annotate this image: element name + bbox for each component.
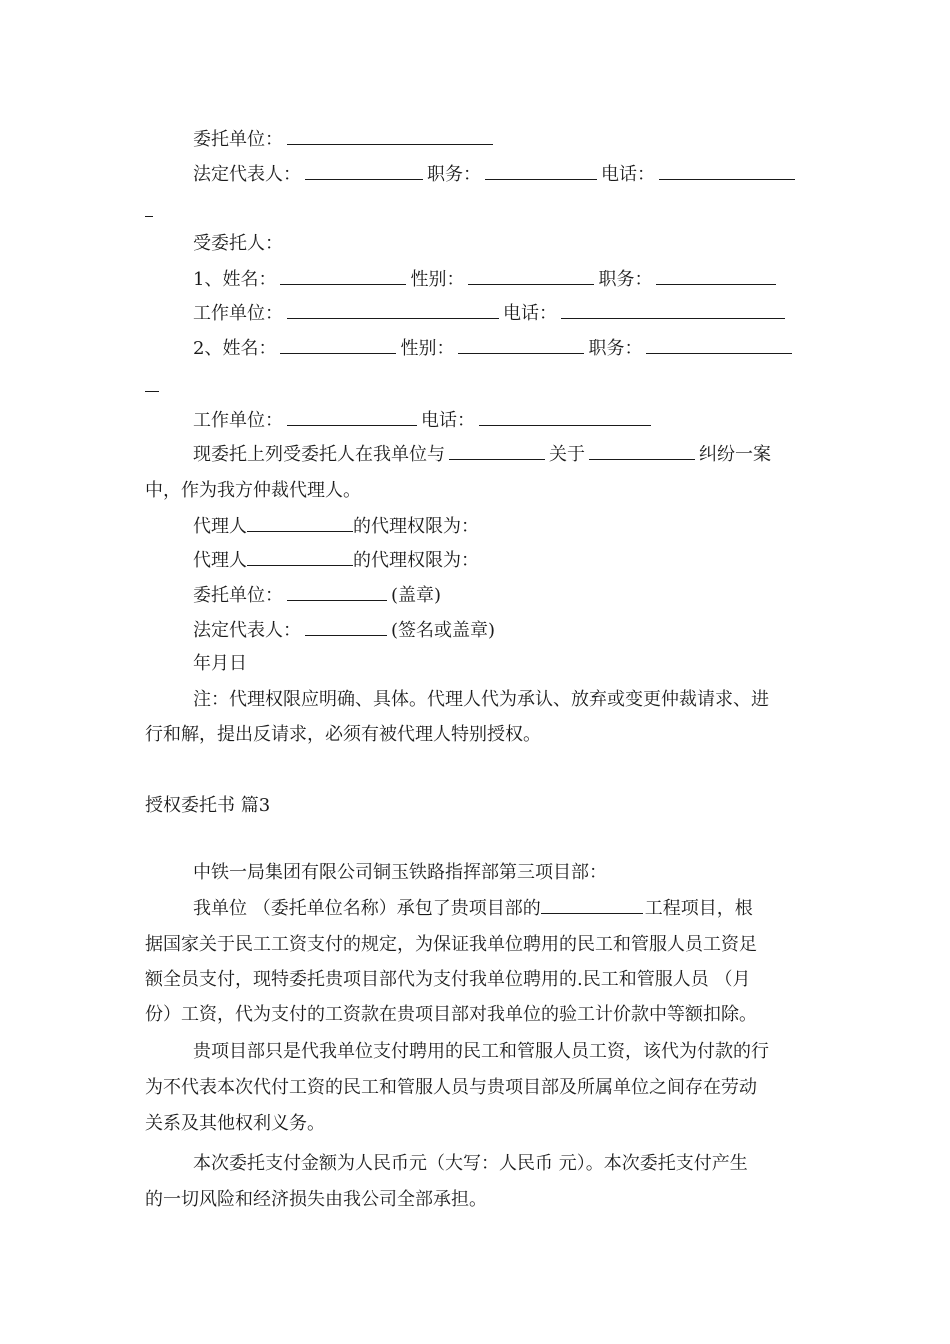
wrap-dash <box>145 391 159 392</box>
trustee-line <box>193 233 283 255</box>
dispute-subject-blank <box>589 443 695 460</box>
position-blank <box>485 163 597 180</box>
agent1-blank <box>247 515 353 532</box>
position1-blank <box>656 268 776 285</box>
delegation-text-c: 纠纷一案 <box>699 444 771 465</box>
phone-label: 电话： <box>601 164 655 185</box>
letter-p1-line-4 <box>145 1004 757 1026</box>
work-unit1-blank <box>287 302 499 319</box>
date-line <box>193 653 247 675</box>
addressee-text: 中铁一局集团有限公司铜玉铁路指挥部第三项目部： <box>193 862 607 883</box>
delegation-text-a: 现委托上列受委托人在我单位与 <box>193 444 445 465</box>
trustee1-work-line <box>193 302 789 325</box>
p1-text-b: 工程项目，根 <box>644 898 753 919</box>
letter-addressee <box>193 862 607 884</box>
trustee1-line <box>193 268 780 291</box>
agent-scope-line-1 <box>193 515 479 538</box>
agent-scope-line-2 <box>193 549 479 572</box>
p2-text-line1: 贵项目部只是代我单位支付聘用的民工和管服人员工资，该代为付款的行 <box>193 1041 769 1062</box>
wrap-dash <box>145 216 153 217</box>
section-heading <box>145 795 270 817</box>
seal-unit-blank <box>287 584 387 601</box>
work-unit1-label: 工作单位： <box>193 303 283 324</box>
p3-text-line1: 本次委托支付金额为人民币元（大写：人民币 元）。本次委托支付产生 <box>193 1153 748 1174</box>
phone1-blank <box>561 302 785 319</box>
agent2-label: 代理人 <box>193 550 247 571</box>
gender1-blank <box>468 268 594 285</box>
entrusting-unit-line <box>193 128 497 151</box>
name1-label: 1、姓名： <box>193 269 277 290</box>
p2-text-line2: 为不代表本次代付工资的民工和管服人员与贵项目部及所属单位之间存在劳动 <box>145 1077 757 1098</box>
agent1-label: 代理人 <box>193 516 247 537</box>
delegation-line <box>193 443 771 466</box>
letter-p1-line-2 <box>145 934 757 956</box>
signature-rep-label: 法定代表人： <box>193 620 301 641</box>
letter-p1-line-1 <box>193 897 753 920</box>
work-unit2-blank <box>287 409 417 426</box>
name2-label: 2、姓名： <box>193 338 277 359</box>
section-heading-text: 授权委托书 篇3 <box>145 795 271 816</box>
signature-blank <box>305 619 387 636</box>
seal-note: (盖章) <box>391 585 442 606</box>
seal-line <box>193 584 441 607</box>
delegation-text-d: 中，作为我方仲裁代理人。 <box>145 480 361 501</box>
p2-text-line3: 关系及其他权利义务。 <box>145 1113 325 1134</box>
seal-unit-label: 委托单位： <box>193 585 283 606</box>
entrusting-unit-blank <box>287 128 493 145</box>
gender2-label: 性别： <box>400 338 455 359</box>
agent2-scope: 的代理权限为： <box>353 550 479 571</box>
letter-p2-line-3 <box>145 1113 325 1135</box>
date-label: 年月日 <box>193 653 247 674</box>
p1-text-line2: 据国家关于民工工资支付的规定，为保证我单位聘用的民工和管服人员工资足 <box>145 934 757 955</box>
p3-text-line2: 的一切风险和经济损失由我公司全部承担。 <box>145 1189 487 1210</box>
signature-line <box>193 619 495 642</box>
p1-text-line4: 份）工资，代为支付的工资款在贵项目部对我单位的验工计价款中等额扣除。 <box>145 1004 757 1025</box>
phone1-label: 电话： <box>503 303 557 324</box>
sign-note: (签名或盖章) <box>391 620 496 641</box>
gender2-blank <box>458 337 584 354</box>
letter-p2-line-1 <box>193 1041 769 1063</box>
phone2-blank <box>479 409 651 426</box>
project-name-blank <box>541 897 643 914</box>
phone-blank <box>659 163 795 180</box>
letter-p1-line-3 <box>145 969 750 991</box>
agent2-blank <box>247 549 353 566</box>
name2-blank <box>280 337 396 354</box>
name1-blank <box>280 268 406 285</box>
note-line-1 <box>193 689 769 711</box>
gender1-label: 性别： <box>410 269 465 290</box>
legal-rep-line <box>193 163 799 186</box>
counterparty-blank <box>449 443 545 460</box>
letter-p3-line-1 <box>193 1153 748 1175</box>
work-unit2-label: 工作单位： <box>193 410 283 431</box>
legal-rep-blank <box>305 163 423 180</box>
phone2-label: 电话： <box>421 410 475 431</box>
p1-text-a: 我单位 （委托单位名称）承包了贵项目部的 <box>193 898 541 919</box>
letter-p2-line-2 <box>145 1077 757 1099</box>
note-text-1: 注：代理权限应明确、具体。代理人代为承认、放弃或变更仲裁请求、进 <box>193 689 769 710</box>
entrusting-unit-label: 委托单位： <box>193 129 283 150</box>
trustee2-work-line <box>193 409 655 432</box>
p1-text-line3: 额全员支付，现特委托贵项目部代为支付我单位聘用的.民工和管服人员 （月 <box>145 969 751 990</box>
position1-label: 职务： <box>598 269 653 290</box>
letter-p3-line-2 <box>145 1189 487 1211</box>
position2-label: 职务： <box>588 338 643 359</box>
position-label: 职务： <box>427 164 481 185</box>
delegation-text-b: 关于 <box>549 444 585 465</box>
agent1-scope: 的代理权限为： <box>353 516 479 537</box>
note-line-2 <box>145 724 541 746</box>
legal-rep-label: 法定代表人： <box>193 164 301 185</box>
delegation-line-2 <box>145 480 361 502</box>
note-text-2: 行和解，提出反请求，必须有被代理人特别授权。 <box>145 724 541 745</box>
trustee-label: 受委托人： <box>193 233 283 254</box>
trustee2-line <box>193 337 796 360</box>
position2-blank <box>646 337 792 354</box>
